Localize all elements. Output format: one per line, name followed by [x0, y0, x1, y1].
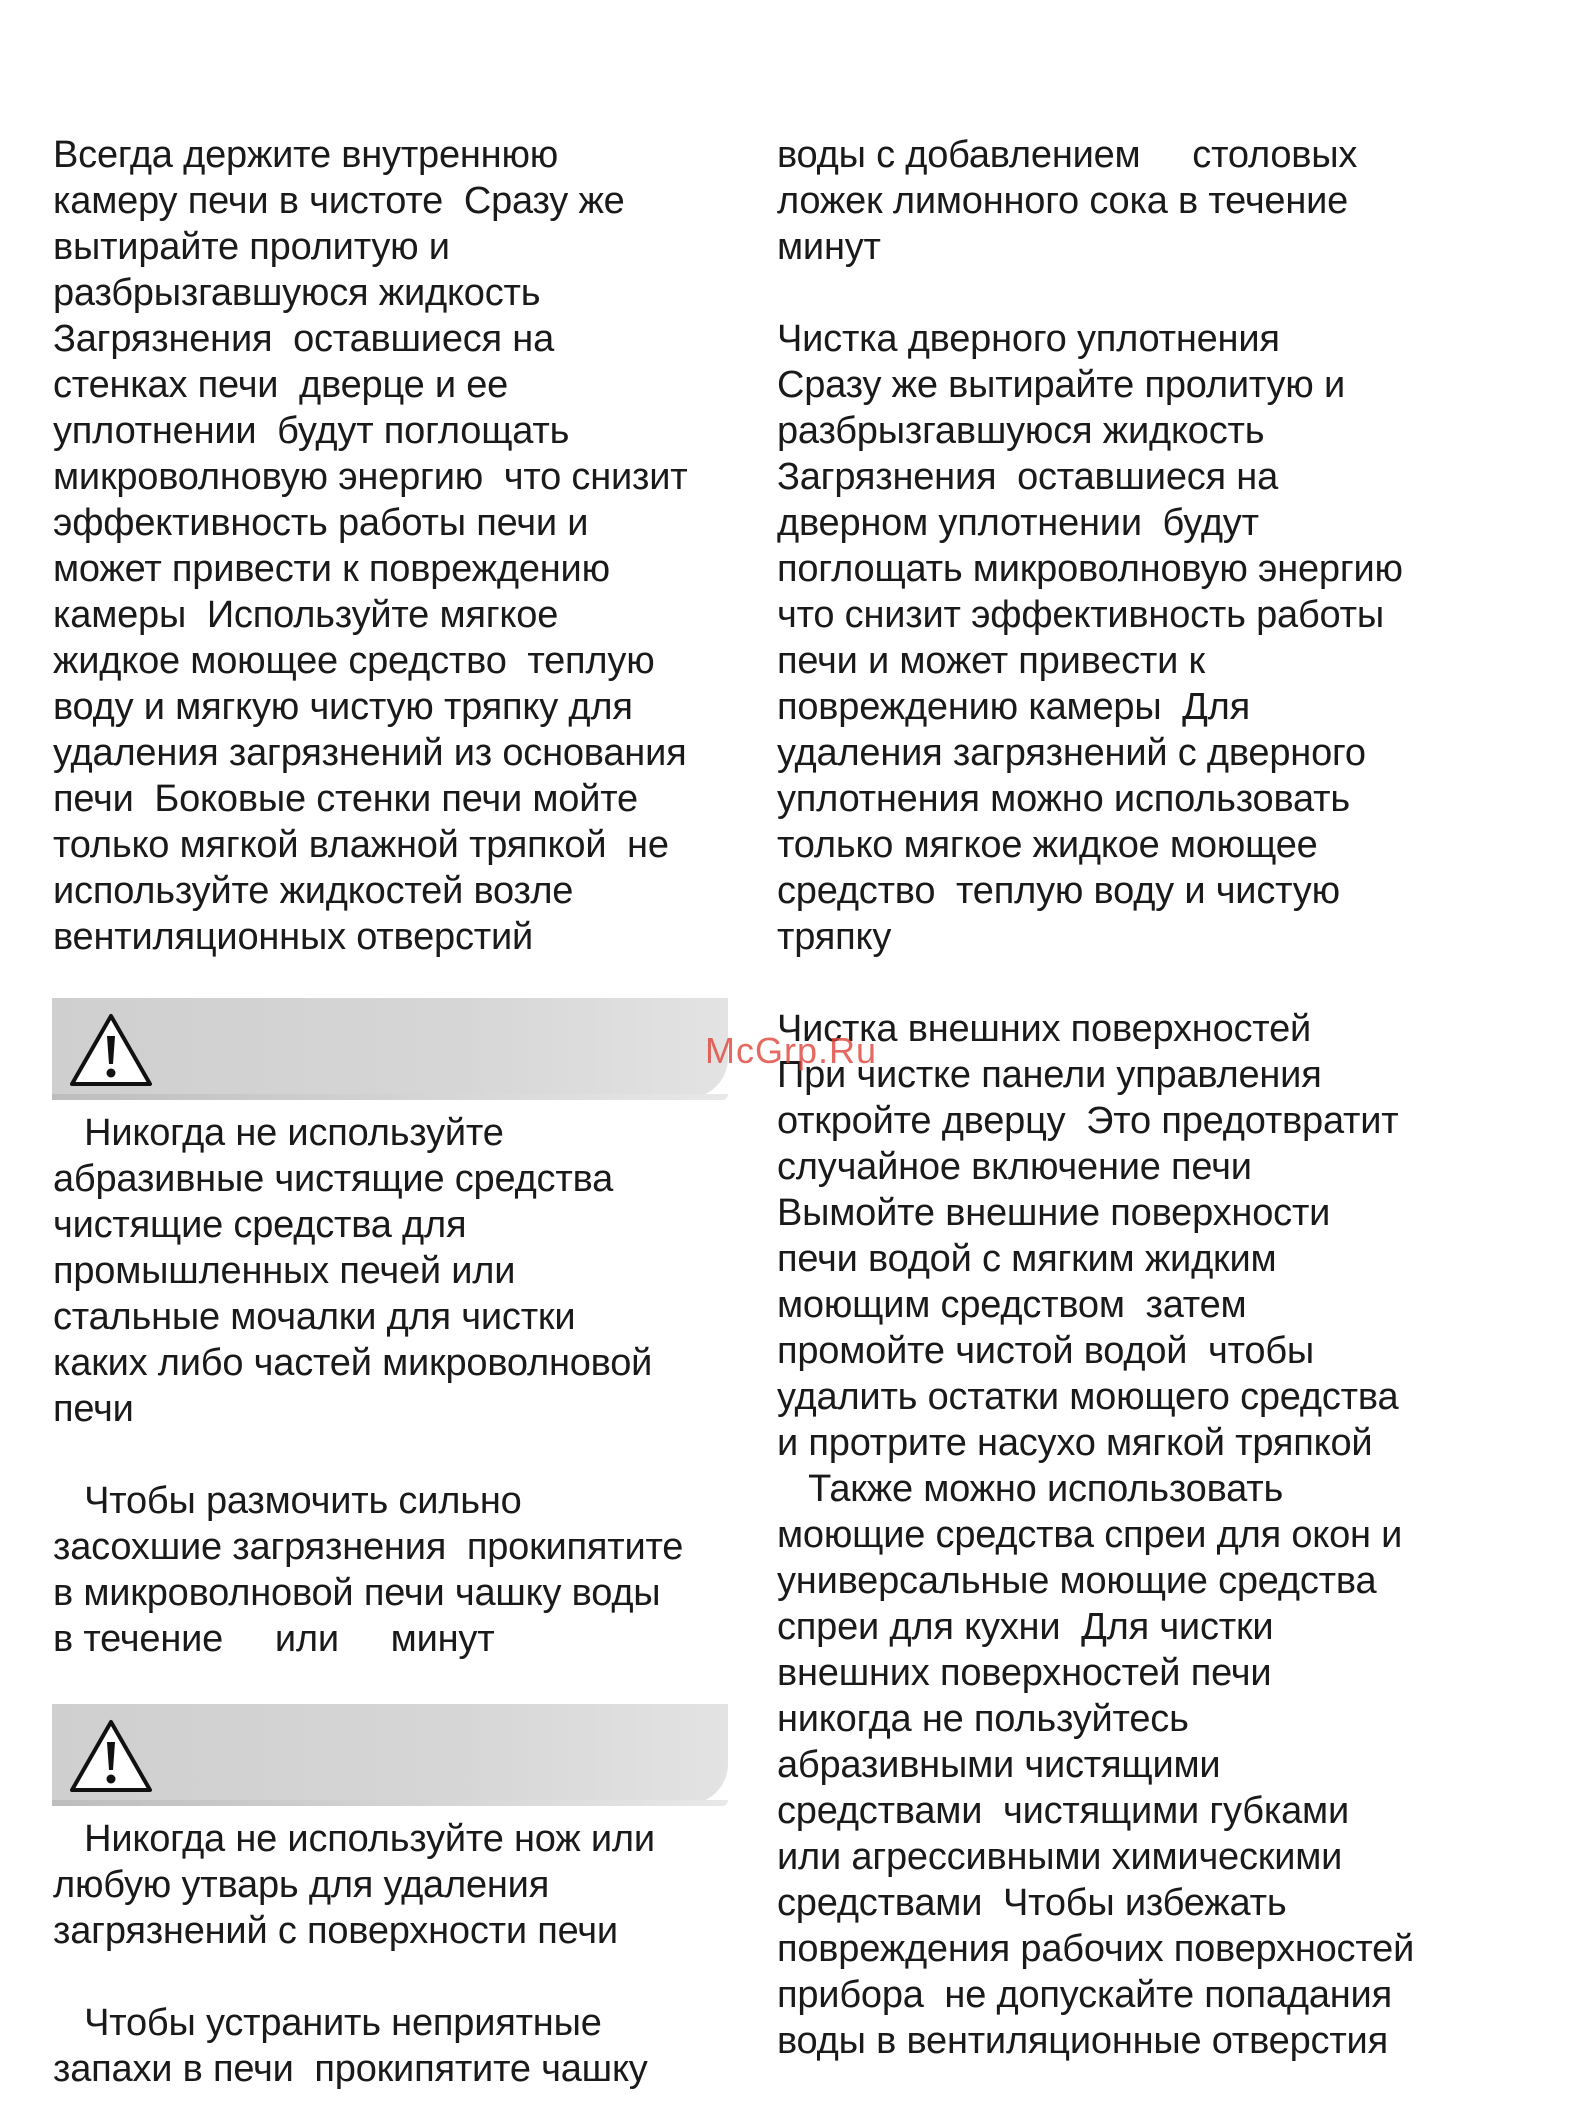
- section-heading: Чистка дверного уплотнения: [777, 318, 1280, 360]
- paragraph-interior-cleaning: [53, 132, 753, 960]
- text-line: только мягкой влажной тряпкой не: [53, 824, 669, 866]
- text-line: может привести к повреждению: [53, 548, 610, 590]
- text-line: никогда не пользуйтесь: [777, 1698, 1189, 1740]
- watermark: McGrp.Ru: [705, 1030, 878, 1071]
- text-line: внешних поверхностей печи: [777, 1652, 1272, 1694]
- text-line: промойте чистой водой чтобы: [777, 1330, 1315, 1372]
- text-line: любую утварь для удаления: [53, 1864, 550, 1906]
- text-line: Чтобы устранить неприятные: [53, 2002, 602, 2044]
- text-line: универсальные моющие средства: [777, 1560, 1377, 1602]
- text-line: или агрессивными химическими: [777, 1836, 1343, 1878]
- text-line: абразивные чистящие средства: [53, 1158, 614, 1200]
- text-line: средствами чистящими губками: [777, 1790, 1349, 1832]
- text-line: моющие средства спреи для окон и: [777, 1514, 1403, 1556]
- text-line: прибора не допускайте попадания: [777, 1974, 1392, 2016]
- paragraph-exterior-surfaces: [777, 1006, 1477, 2064]
- text-line: дверном уплотнении будут: [777, 502, 1259, 544]
- text-line: засохшие загрязнения прокипятите: [53, 1526, 684, 1568]
- left-column: [53, 132, 753, 2092]
- text-line: Сразу же вытирайте пролитую и: [777, 364, 1345, 406]
- text-line: ложек лимонного сока в течение: [777, 180, 1349, 222]
- text-line: жидкое моющее средство теплую: [53, 640, 655, 682]
- text-line: удаления загрязнений из основания: [53, 732, 687, 774]
- text-line: Также можно использовать: [777, 1468, 1284, 1510]
- text-line: Чтобы размочить сильно: [53, 1480, 522, 1522]
- text-line: стальные мочалки для чистки: [53, 1296, 576, 1338]
- text-line: При чистке панели управления: [777, 1054, 1322, 1096]
- text-line: Никогда не используйте нож или: [53, 1818, 655, 1860]
- text-line: камеру печи в чистоте Сразу же: [53, 180, 625, 222]
- text-line: используйте жидкостей возле: [53, 870, 574, 912]
- text-line: что снизит эффективность работы: [777, 594, 1384, 636]
- text-line: микроволновую энергию что снизит: [53, 456, 688, 498]
- spacer: [777, 960, 1477, 1006]
- text-line: откройте дверцу Это предотвратит: [777, 1100, 1399, 1142]
- text-line: печи водой с мягким жидким: [777, 1238, 1277, 1280]
- text-line: камеры Используйте мягкое: [53, 594, 559, 636]
- spacer: [53, 1954, 753, 2000]
- text-line: повреждению камеры Для: [777, 686, 1251, 728]
- text-line: воду и мягкую чистую тряпку для: [53, 686, 633, 728]
- text-line: эффективность работы печи и: [53, 502, 589, 544]
- text-line: разбрызгавшуюся жидкость: [53, 272, 541, 314]
- text-line: удалить остатки моющего средства: [777, 1376, 1399, 1418]
- text-line: тряпку: [777, 916, 892, 958]
- text-line: каких либо частей микроволновой: [53, 1342, 653, 1384]
- text-line: Загрязнения оставшиеся на: [53, 318, 555, 360]
- text-line: повреждения рабочих поверхностей: [777, 1928, 1415, 1970]
- section-heading: Чистка внешних поверхностей: [777, 1008, 1312, 1050]
- paragraph-door-seal: [777, 316, 1477, 960]
- text-line: в течение или минут: [53, 1618, 495, 1660]
- text-line: вентиляционных отверстий: [53, 916, 534, 958]
- text-line: Вымойте внешние поверхности: [777, 1192, 1331, 1234]
- warning-banner: [52, 1704, 728, 1804]
- text-line: абразивными чистящими: [777, 1744, 1221, 1786]
- text-line: поглощать микроволновую энергию: [777, 548, 1403, 590]
- text-line: воды с добавлением столовых: [777, 134, 1358, 176]
- text-line: загрязнений с поверхности печи: [53, 1910, 618, 1952]
- text-line: минут: [777, 226, 881, 268]
- text-line: запахи в печи прокипятите чашку: [53, 2048, 648, 2090]
- text-line: средство теплую воду и чистую: [777, 870, 1340, 912]
- text-line: печи Боковые стенки печи мойте: [53, 778, 638, 820]
- text-line: воды в вентиляционные отверстия: [777, 2020, 1388, 2062]
- text-line: случайное включение печи: [777, 1146, 1252, 1188]
- text-line: чистящие средства для: [53, 1204, 467, 1246]
- text-line: средствами Чтобы избежать: [777, 1882, 1287, 1924]
- text-line: вытирайте пролитую и: [53, 226, 450, 268]
- text-line: удаления загрязнений с дверного: [777, 732, 1366, 774]
- warning-banner: [52, 998, 728, 1098]
- right-column: [777, 132, 1477, 2064]
- text-line: в микроволновой печи чашку воды: [53, 1572, 661, 1614]
- text-line: печи и может привести к: [777, 640, 1205, 682]
- text-line: печи: [53, 1388, 134, 1430]
- spacer: [777, 270, 1477, 316]
- text-line: уплотнении будут поглощать: [53, 410, 570, 452]
- paragraph-odors: [53, 2000, 753, 2092]
- text-line: разбрызгавшуюся жидкость: [777, 410, 1265, 452]
- text-line: Всегда держите внутреннюю: [53, 134, 559, 176]
- text-line: и протрите насухо мягкой тряпкой: [777, 1422, 1373, 1464]
- text-line: уплотнения можно использовать: [777, 778, 1350, 820]
- warning-text-abrasives: [53, 1110, 753, 1432]
- text-line: спреи для кухни Для чистки: [777, 1606, 1274, 1648]
- text-line: Никогда не используйте: [53, 1112, 504, 1154]
- text-line: Загрязнения оставшиеся на: [777, 456, 1279, 498]
- paragraph-soak-stains: [53, 1478, 753, 1662]
- text-line: промышленных печей или: [53, 1250, 516, 1292]
- warning-triangle-icon: [66, 1010, 156, 1090]
- text-line: только мягкое жидкое моющее: [777, 824, 1318, 866]
- spacer: [53, 1432, 753, 1478]
- paragraph-lemon-water: [777, 132, 1477, 270]
- warning-text-knife: [53, 1816, 753, 1954]
- text-line: моющим средством затем: [777, 1284, 1247, 1326]
- warning-triangle-icon: [66, 1716, 156, 1796]
- text-line: стенках печи дверце и ее: [53, 364, 509, 406]
